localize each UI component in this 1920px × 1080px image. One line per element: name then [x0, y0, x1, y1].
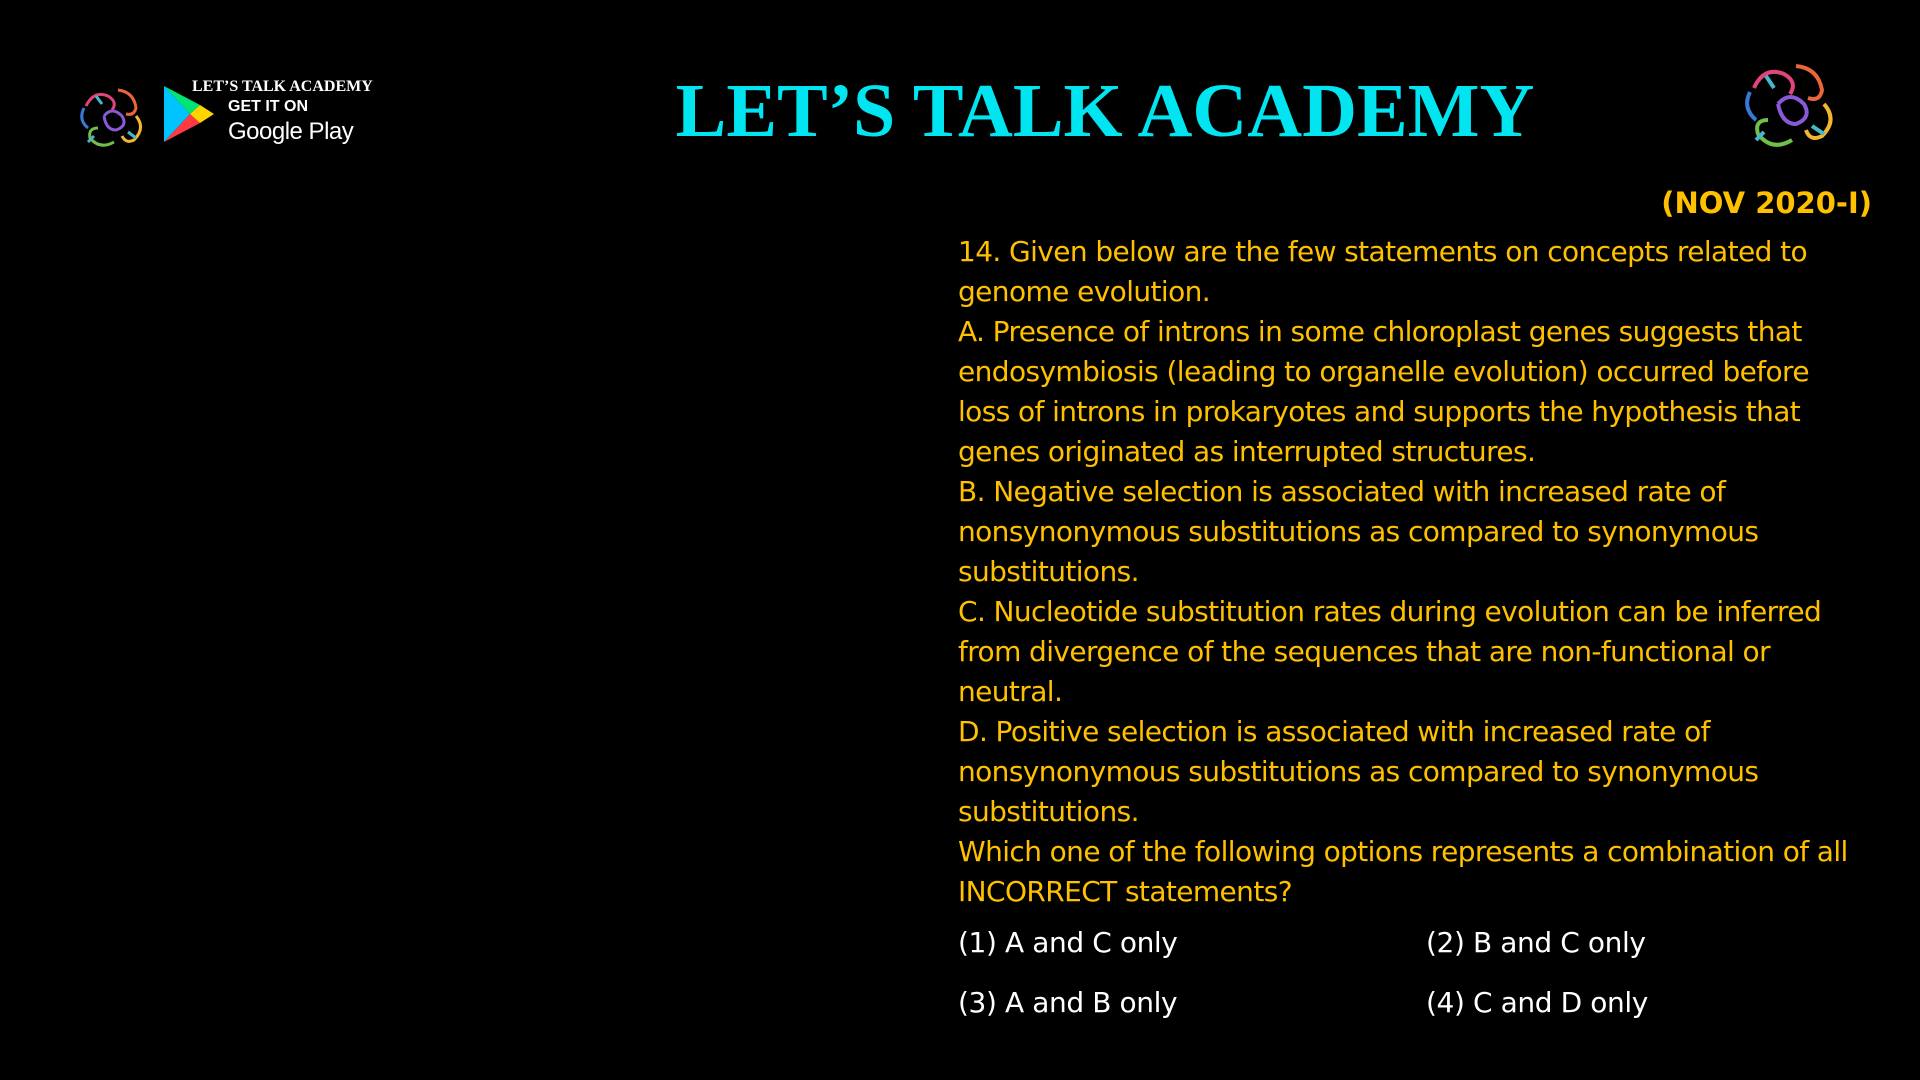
- option-1[interactable]: (1) A and C only: [958, 926, 1178, 959]
- option-3[interactable]: (3) A and B only: [958, 986, 1178, 1019]
- badge-store-label: Google Play: [228, 118, 354, 145]
- badge-get-it-on-label: GET IT ON: [228, 98, 308, 115]
- academy-logo-icon: [74, 76, 154, 156]
- question-prompt: Which one of the following options represents a combination of all INCORRECT statements?: [958, 835, 1848, 908]
- exam-tag: (NOV 2020-I): [1661, 186, 1872, 220]
- option-4[interactable]: (4) C and D only: [1426, 986, 1648, 1019]
- lta-protein-logo-icon: [1736, 48, 1848, 160]
- option-2[interactable]: (2) B and C only: [1426, 926, 1646, 959]
- page-title: LET’S TALK ACADEMY: [675, 69, 1535, 153]
- question-stem: 14. Given below are the few statements on concepts related to genome evolution.: [958, 235, 1807, 308]
- question-block: [958, 232, 1868, 912]
- statement-d: D. Positive selection is associated with increased rate of nonsynonymous substitutions as compared to synonymous substitutions.: [958, 715, 1759, 828]
- badge-academy-label: LET’S TALK ACADEMY: [192, 78, 373, 95]
- google-play-badge[interactable]: [74, 76, 414, 156]
- statement-a: A. Presence of introns in some chloroplast genes suggests that endosymbiosis (leading to organelle evolution) occurred before loss of introns in prokaryotes and supports the hypothesis that genes originated as interrupted structures.: [958, 315, 1809, 468]
- statement-c: C. Nucleotide substitution rates during evolution can be inferred from divergence of the sequences that are non-functional or neutral.: [958, 595, 1822, 708]
- statement-b: B. Negative selection is associated with increased rate of nonsynonymous substitutions as compared to synonymous substitutions.: [958, 475, 1759, 588]
